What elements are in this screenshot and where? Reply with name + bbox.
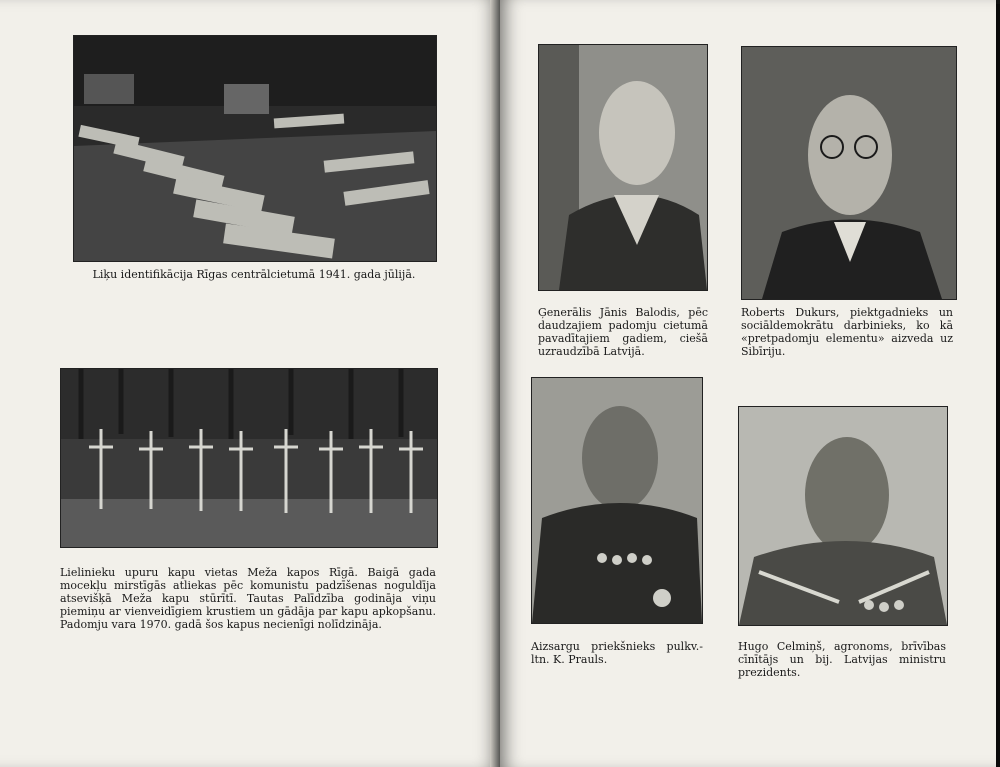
portrait-caption-dukurs: Roberts Dukurs, piektgadnieks un sociāldemokrātu darbinieks, ko kā «pretpadomju elementu» aizveda uz Sibīriju. [741,306,953,358]
portrait-prauls [531,377,703,624]
portrait-balodis [538,44,708,291]
photo-prison-bodies [73,35,437,262]
portrait-celmins [738,406,948,626]
portrait-caption-balodis: Ģenerālis Jānis Balodis, pēc daudzajiem padomju cietumā pavadītajiem gadiem, ciešā uzraudzībā Latvijā. [538,306,708,358]
portrait-caption-celmins: Hugo Celmiņš, agronoms, brīvības cīnītājs un bij. Latvijas ministru prezidents. [738,640,946,679]
left-page [0,0,498,767]
portrait-caption-prauls: Aizsargu priekšnieks pulkv.-ltn. K. Prauls. [531,640,703,666]
portrait-dukurs [741,46,957,300]
photo-cemetery-crosses [60,368,438,548]
photo2-caption: Lielinieku upuru kapu vietas Meža kapos Rīgā. Baigā gada mocekļu mirstīgās atliekas pēc komunistu padzīšenas noguldīja atsevišķā Meža kapu stūrītī. Tautas Palīdzība godināja viņu piemiņu ar vienveidīgiem krustiem un gādāja par kapu apkopšanu. Padomju vara 1970. gadā šos kapus necienīgi nolīdzināja. [60,566,436,631]
right-page [500,0,996,767]
photo1-caption: Liķu identifikācija Rīgas centrālcietumā 1941. gada jūlijā. [92,268,416,281]
